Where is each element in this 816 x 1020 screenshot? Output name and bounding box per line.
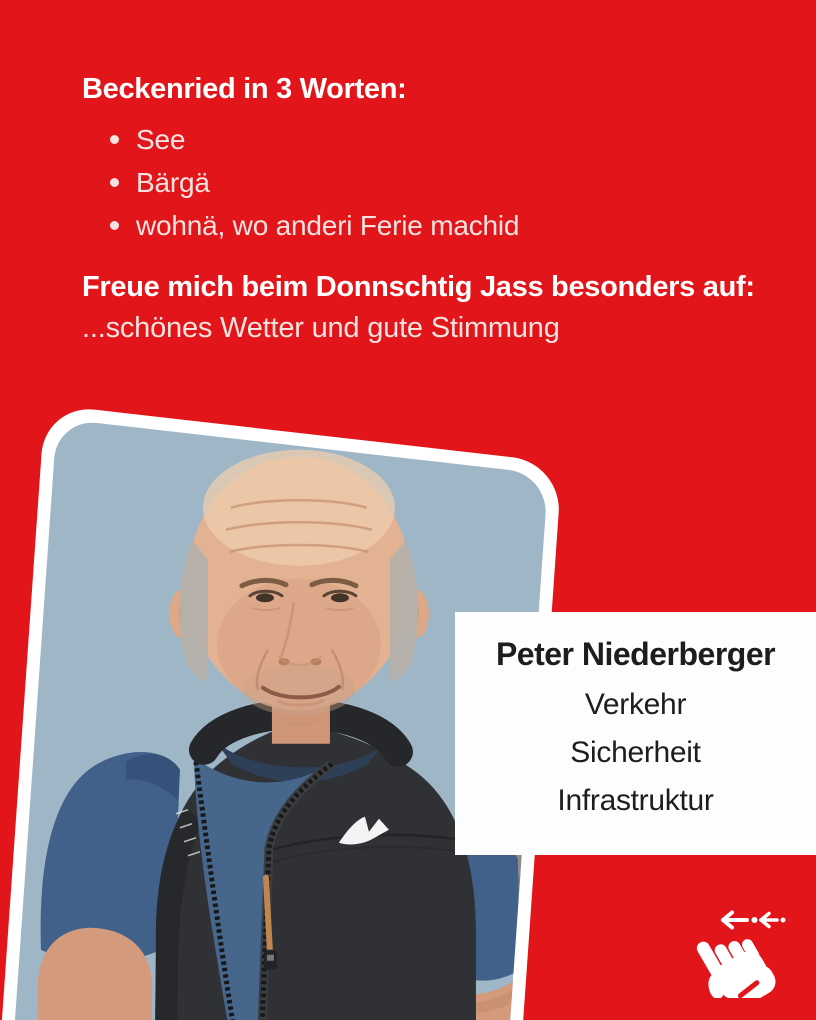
speaker-topic: Sicherheit bbox=[570, 736, 701, 769]
speaker-topic: Infrastruktur bbox=[557, 784, 714, 817]
bullet-dot-icon bbox=[110, 221, 119, 230]
intro-section bbox=[82, 72, 519, 247]
speaker-name: Peter Niederberger bbox=[495, 636, 776, 672]
pointing-hand-icon bbox=[695, 919, 780, 998]
list-item bbox=[82, 204, 519, 247]
head bbox=[169, 450, 429, 725]
list-item bbox=[82, 161, 519, 204]
swipe-left-icon[interactable] bbox=[695, 898, 787, 998]
bullet-text: Bärgä bbox=[136, 166, 210, 198]
bullet-dot-icon bbox=[110, 178, 119, 187]
list-item bbox=[82, 118, 519, 161]
temple-hair bbox=[390, 540, 418, 682]
jass-answer: ...schönes Wetter und gute Stimmung bbox=[82, 312, 560, 344]
bullet-dot-icon bbox=[110, 135, 119, 144]
speaker-card bbox=[455, 612, 816, 855]
bullet-text: wohnä, wo anderi Ferie machid bbox=[136, 209, 520, 241]
intro-heading: Beckenried in 3 Worten: bbox=[82, 73, 407, 105]
zipper-cord bbox=[266, 878, 270, 952]
swipe-arrows-icon bbox=[723, 913, 777, 928]
bullet-text: See bbox=[136, 123, 186, 155]
intro-bullet-list bbox=[82, 118, 519, 247]
jass-section bbox=[82, 270, 755, 347]
temple-hair bbox=[180, 540, 208, 682]
jass-heading: Freue mich beim Donnschtig Jass besonders auf: bbox=[82, 271, 755, 303]
speaker-topic: Verkehr bbox=[584, 688, 687, 721]
